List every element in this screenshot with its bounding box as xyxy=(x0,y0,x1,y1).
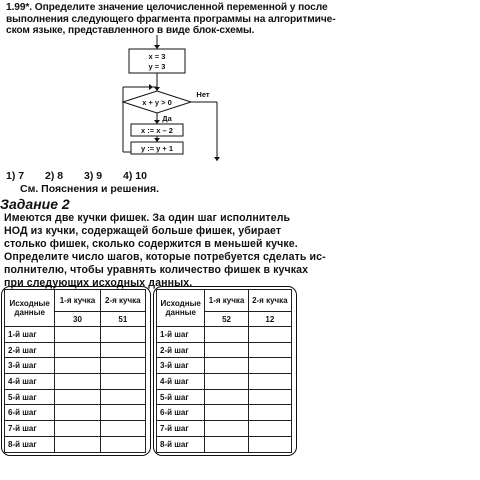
step-label: 8-й шаг xyxy=(157,436,205,452)
task2-line: Имеются две кучки фишек. За один шаг исполнитель xyxy=(4,212,291,224)
flowchart xyxy=(95,35,235,165)
step-label: 8-й шаг xyxy=(5,436,55,452)
answer-cell[interactable] xyxy=(205,342,248,358)
answer-cell[interactable] xyxy=(205,327,248,343)
table2-pile1-value: 52 xyxy=(205,312,248,327)
table-row xyxy=(157,421,292,437)
table-1 xyxy=(4,289,146,453)
step-label: 4-й шаг xyxy=(157,374,205,390)
step-label: 5-й шаг xyxy=(5,389,55,405)
answer-cell[interactable] xyxy=(248,342,291,358)
answer-cell[interactable] xyxy=(100,405,145,421)
task2-line: столько фишек, сколько содержится в меньшей кучке. xyxy=(4,238,298,250)
problem-number: 1.99*. xyxy=(6,2,33,13)
answer-options xyxy=(6,170,165,182)
step2-text: y := y + 1 xyxy=(140,144,174,153)
table1-pile2-value: 51 xyxy=(100,312,145,327)
table2-pile2-header: 2-я кучка xyxy=(248,290,291,312)
answer-cell[interactable] xyxy=(205,405,248,421)
init-line2: y = 3 xyxy=(148,62,166,71)
table-row xyxy=(5,342,146,358)
answer-cell[interactable] xyxy=(248,436,291,452)
task2-line: при следующих исходных данных. xyxy=(4,277,193,289)
problem-text-line2: выполнения следующего фрагмента программы на алгоритмиче- xyxy=(6,13,336,25)
step-label: 7-й шаг xyxy=(157,421,205,437)
answer-cell[interactable] xyxy=(55,421,100,437)
table2-col-header: Исходные данные xyxy=(157,290,205,327)
condition-text: x + y > 0 xyxy=(142,98,172,107)
answer-2: 2) 8 xyxy=(45,170,64,182)
step-label: 1-й шаг xyxy=(157,327,205,343)
answer-cell[interactable] xyxy=(205,436,248,452)
answer-cell[interactable] xyxy=(55,405,100,421)
step-label: 2-й шаг xyxy=(157,342,205,358)
answer-cell[interactable] xyxy=(55,374,100,390)
answer-cell[interactable] xyxy=(100,358,145,374)
table-row xyxy=(5,327,146,343)
step-label: 1-й шаг xyxy=(5,327,55,343)
step-label: 2-й шаг xyxy=(5,342,55,358)
init-line1: x = 3 xyxy=(148,52,166,61)
answer-cell[interactable] xyxy=(248,374,291,390)
table-row xyxy=(5,358,146,374)
table-row xyxy=(157,327,292,343)
table-row xyxy=(5,436,146,452)
problem-text-line1: Определите значение целочисленной переменной y после xyxy=(34,2,328,13)
yes-label: Да xyxy=(162,114,172,123)
table-row xyxy=(5,405,146,421)
answer-cell[interactable] xyxy=(55,327,100,343)
table-row xyxy=(5,421,146,437)
table-row xyxy=(157,374,292,390)
answer-cell[interactable] xyxy=(248,358,291,374)
table2-pile1-header: 1-я кучка xyxy=(205,290,248,312)
answer-3: 3) 9 xyxy=(84,170,103,182)
step-label: 3-й шаг xyxy=(5,358,55,374)
table2-pile2-value: 12 xyxy=(248,312,291,327)
table1-pile1-value: 30 xyxy=(55,312,100,327)
answer-cell[interactable] xyxy=(205,374,248,390)
answer-cell[interactable] xyxy=(100,421,145,437)
step1-text: x := x – 2 xyxy=(141,126,173,135)
problem-statement xyxy=(6,2,476,37)
answer-cell[interactable] xyxy=(205,421,248,437)
answer-cell[interactable] xyxy=(248,421,291,437)
answer-cell[interactable] xyxy=(100,342,145,358)
answer-cell[interactable] xyxy=(100,327,145,343)
table1-pile2-header: 2-я кучка xyxy=(100,290,145,312)
answer-cell[interactable] xyxy=(100,389,145,405)
answer-cell[interactable] xyxy=(205,358,248,374)
task2-line: Определите число шагов, которые потребуется сделать ис- xyxy=(4,251,326,263)
task2-text xyxy=(4,212,478,290)
table-2 xyxy=(156,289,292,453)
table-row xyxy=(157,389,292,405)
problem-text-line3: ском языке, представленного в виде блок-схемы. xyxy=(6,25,255,37)
answer-cell[interactable] xyxy=(55,342,100,358)
step-label: 6-й шаг xyxy=(5,405,55,421)
table-row xyxy=(157,342,292,358)
step-label: 6-й шаг xyxy=(157,405,205,421)
task2-heading: Задание 2 xyxy=(0,196,70,212)
answer-cell[interactable] xyxy=(55,436,100,452)
answer-cell[interactable] xyxy=(100,436,145,452)
table1-pile1-header: 1-я кучка xyxy=(55,290,100,312)
no-label: Нет xyxy=(196,90,210,99)
answer-cell[interactable] xyxy=(55,389,100,405)
see-note: См. Пояснения и решения. xyxy=(20,183,160,195)
task2-line: полнителю, чтобы уравнять количество фишек в кучках xyxy=(4,264,309,276)
table-row xyxy=(157,405,292,421)
answer-cell[interactable] xyxy=(100,374,145,390)
answer-cell[interactable] xyxy=(205,389,248,405)
answer-1: 1) 7 xyxy=(6,170,25,182)
step-label: 4-й шаг xyxy=(5,374,55,390)
task2-line: НОД из кучки, содержащей больше фишек, убирает xyxy=(4,225,282,237)
answer-cell[interactable] xyxy=(248,389,291,405)
answer-cell[interactable] xyxy=(248,405,291,421)
answer-cell[interactable] xyxy=(248,327,291,343)
table-row xyxy=(157,358,292,374)
table-row xyxy=(157,436,292,452)
step-label: 3-й шаг xyxy=(157,358,205,374)
answer-4: 4) 10 xyxy=(123,170,147,182)
table-row xyxy=(5,374,146,390)
answer-cell[interactable] xyxy=(55,358,100,374)
step-label: 7-й шаг xyxy=(5,421,55,437)
step-label: 5-й шаг xyxy=(157,389,205,405)
table-row xyxy=(5,389,146,405)
table1-col-header: Исходные данные xyxy=(5,290,55,327)
